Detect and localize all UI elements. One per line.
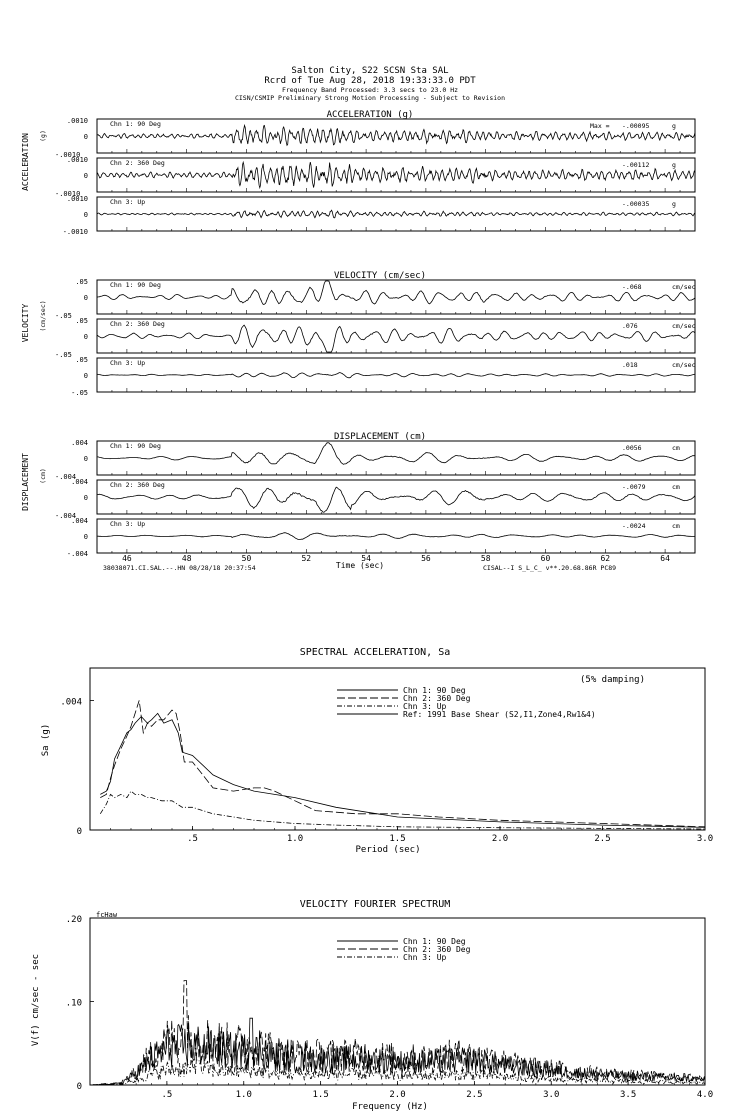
time-series-panel — [21, 271, 696, 397]
panel-unit-label: (cm) — [39, 468, 47, 484]
panel-unit-label: (g) — [39, 130, 47, 142]
time-tick-label: 60 — [541, 554, 551, 563]
legend-entry: Chn 1: 90 Deg — [403, 686, 466, 695]
channel-name: Chn 3: Up — [110, 198, 145, 206]
channel-trace-box — [67, 517, 695, 558]
time-tick-label: 58 — [481, 554, 491, 563]
damping-note: (5% damping) — [580, 675, 645, 685]
record-id: 38038071.CI.SAL.--.HN 08/28/18 20:37:54 — [103, 564, 256, 572]
y-tick-label: 0 — [84, 133, 88, 141]
y-tick-label: -.0010 — [55, 151, 80, 159]
seismic-trace — [97, 325, 695, 352]
y-tick-label: -.004 — [67, 550, 88, 558]
x-tick-label: 1.0 — [287, 834, 303, 844]
channel-trace-box — [55, 117, 695, 159]
chart-title: VELOCITY FOURIER SPECTRUM — [300, 899, 451, 910]
header-processing: CISN/CSMIP Preliminary Strong Motion Processing - Subject to Revision — [235, 94, 505, 102]
y-tick-label: .0010 — [67, 195, 88, 203]
channel-trace-box — [63, 195, 695, 236]
time-tick-label: 52 — [301, 554, 311, 563]
channel-name: Chn 1: 90 Deg — [110, 120, 161, 128]
y-tick-label: .004 — [71, 439, 88, 447]
y-tick-label: .0010 — [67, 117, 88, 125]
chart-title: SPECTRAL ACCELERATION, Sa — [300, 647, 451, 658]
time-tick-label: 56 — [421, 554, 431, 563]
header-band: Frequency Band Processed: 3.3 secs to 23.0 Hz — [282, 86, 458, 94]
time-series-panels — [21, 110, 696, 563]
legend-entry: Chn 1: 90 Deg — [403, 937, 466, 946]
x-tick-label: 4.0 — [697, 1090, 713, 1100]
channel-trace-box — [71, 356, 695, 397]
max-value: -.068 — [622, 283, 642, 291]
unit-label: g — [672, 200, 676, 208]
max-value: -.0024 — [622, 522, 646, 530]
y-tick-label: -.05 — [71, 389, 88, 397]
y-tick-label: 0 — [84, 294, 88, 302]
time-axis — [122, 554, 670, 563]
panel-y-label: VELOCITY — [21, 304, 30, 343]
unit-label: cm/sec — [672, 283, 696, 291]
unit-label: cm — [672, 444, 680, 452]
panel-title: VELOCITY (cm/sec) — [334, 271, 426, 281]
panel-y-label: DISPLACEMENT — [21, 453, 30, 511]
x-tick-label: 1.5 — [312, 1090, 328, 1100]
channel-name: Chn 3: Up — [110, 520, 145, 528]
y-tick-label: 0 — [84, 333, 88, 341]
header-station: Salton City, S22 SCSN Sta SAL — [291, 66, 448, 76]
legend-entry: Chn 2: 360 Deg — [403, 945, 471, 954]
x-tick-label: 2.5 — [466, 1090, 482, 1100]
sa-series-line — [100, 791, 705, 829]
time-tick-label: 54 — [361, 554, 371, 563]
y-tick-label: 0 — [84, 494, 88, 502]
x-tick-label: 3.0 — [697, 834, 713, 844]
sa-series-line — [100, 713, 705, 827]
y-tick-label: -.0010 — [63, 228, 88, 236]
panel-unit-label: (cm/sec) — [39, 300, 47, 331]
y-tick-label: 0 — [84, 455, 88, 463]
x-tick-label: .5 — [161, 1090, 172, 1100]
channel-name: Chn 2: 360 Deg — [110, 481, 165, 489]
x-tick-label: 2.5 — [594, 834, 610, 844]
x-tick-label: 3.0 — [543, 1090, 559, 1100]
seismic-trace — [97, 281, 695, 304]
y-tick-label: .05 — [75, 356, 88, 364]
time-series-footer — [103, 561, 616, 572]
legend-entry: Chn 2: 360 Deg — [403, 694, 471, 703]
channel-trace-box — [55, 278, 696, 320]
time-tick-label: 62 — [600, 554, 610, 563]
channel-trace-box — [55, 478, 695, 520]
y-tick-label: 0 — [77, 1082, 82, 1092]
channel-name: Chn 1: 90 Deg — [110, 442, 161, 450]
y-axis-label: V(f) cm/sec - sec — [31, 954, 41, 1046]
channel-frame — [97, 319, 695, 353]
max-label: Max = — [590, 122, 610, 130]
y-tick-label: -.05 — [55, 351, 72, 359]
panel-y-label: ACCELERATION — [21, 133, 30, 191]
channel-frame — [97, 441, 695, 475]
channel-name: Chn 2: 360 Deg — [110, 159, 165, 167]
x-axis-label: Period (sec) — [355, 845, 420, 855]
x-tick-label: 2.0 — [492, 834, 508, 844]
time-tick-label: 50 — [242, 554, 252, 563]
seismic-trace — [97, 210, 695, 218]
seismic-trace — [97, 443, 695, 465]
channel-trace-box — [55, 439, 695, 481]
channel-frame — [97, 158, 695, 192]
unit-label: cm — [672, 522, 680, 530]
unit-label: g — [672, 161, 676, 169]
time-tick-label: 46 — [122, 554, 132, 563]
y-tick-label: 0 — [84, 172, 88, 180]
header-record: Rcrd of Tue Aug 28, 2018 19:33:33.0 PDT — [264, 76, 476, 86]
y-tick-label: -.05 — [55, 312, 72, 320]
legend-entry: Ref: 1991 Base Shear (S2,I1,Zone4,Rw1&4) — [403, 710, 596, 719]
y-tick-label: .05 — [75, 317, 88, 325]
velocity-fourier-chart — [31, 899, 713, 1112]
y-tick-label: .0010 — [67, 156, 88, 164]
panel-title: ACCELERATION (g) — [327, 110, 414, 120]
x-tick-label: 1.0 — [236, 1090, 252, 1100]
panel-title: DISPLACEMENT (cm) — [334, 432, 426, 442]
y-tick-label: -.0010 — [55, 190, 80, 198]
x-tick-label: .5 — [187, 834, 198, 844]
max-value: .076 — [622, 322, 638, 330]
max-value: -.00112 — [622, 161, 649, 169]
sa-series-line — [100, 700, 705, 826]
y-tick-label: -.004 — [55, 512, 76, 520]
time-tick-label: 64 — [660, 554, 670, 563]
y-tick-label: .004 — [60, 697, 82, 707]
max-value: -.00095 — [622, 122, 649, 130]
channel-frame — [97, 280, 695, 314]
channel-name: Chn 1: 90 Deg — [110, 281, 161, 289]
seismic-trace — [97, 162, 695, 188]
spectral-acceleration-chart — [41, 647, 713, 855]
x-tick-label: 3.5 — [620, 1090, 636, 1100]
max-value: .018 — [622, 361, 638, 369]
channel-trace-box — [55, 156, 695, 198]
unit-label: g — [672, 122, 676, 130]
y-tick-label: -.004 — [55, 473, 76, 481]
y-tick-label: .20 — [66, 915, 82, 925]
channel-name: Chn 3: Up — [110, 359, 145, 367]
report-header — [235, 66, 505, 102]
seismic-trace — [97, 373, 695, 378]
channel-trace-box — [55, 317, 696, 359]
corner-label: fcHaw — [96, 911, 118, 919]
max-value: -.00035 — [622, 200, 649, 208]
y-tick-label: 0 — [77, 827, 82, 837]
unit-label: cm/sec — [672, 361, 696, 369]
legend-entry: Chn 3: Up — [403, 702, 447, 711]
y-tick-label: 0 — [84, 211, 88, 219]
y-tick-label: .05 — [75, 278, 88, 286]
seismic-trace — [97, 533, 695, 540]
unit-label: cm/sec — [672, 322, 696, 330]
y-tick-label: 0 — [84, 533, 88, 541]
channel-name: Chn 2: 360 Deg — [110, 320, 165, 328]
seismic-trace — [97, 487, 695, 512]
y-tick-label: .10 — [66, 999, 82, 1009]
max-value: .0056 — [622, 444, 642, 452]
time-tick-label: 48 — [182, 554, 192, 563]
y-tick-label: .004 — [71, 478, 88, 486]
time-series-panel — [21, 110, 695, 236]
y-tick-label: 0 — [84, 372, 88, 380]
y-tick-label: .004 — [71, 517, 88, 525]
legend-entry: Chn 3: Up — [403, 953, 447, 962]
y-axis-label: Sa (g) — [41, 724, 51, 757]
x-axis-label: Frequency (Hz) — [352, 1102, 428, 1112]
unit-label: cm — [672, 483, 680, 491]
time-axis-label: Time (sec) — [336, 561, 384, 570]
time-series-panel — [21, 432, 695, 558]
x-tick-label: 2.0 — [389, 1090, 405, 1100]
processing-id: CISAL--I S_L_C_ v**.20.68.86R PC89 — [483, 564, 616, 572]
x-tick-label: 1.5 — [389, 834, 405, 844]
max-value: -.0079 — [622, 483, 646, 491]
